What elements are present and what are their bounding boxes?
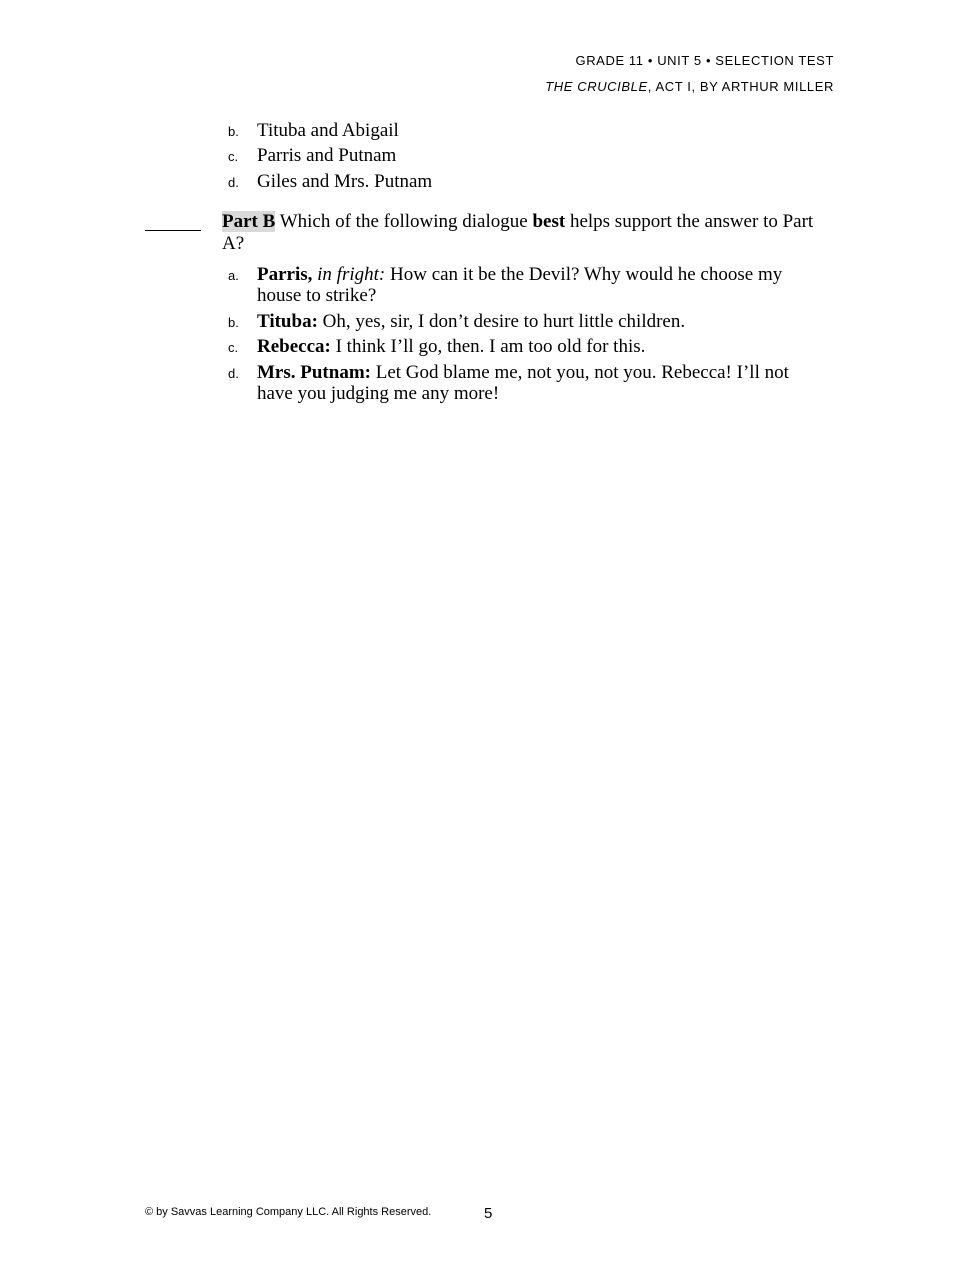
answer-blank-line[interactable] bbox=[145, 230, 201, 231]
option-text bbox=[257, 264, 827, 306]
question-text-after: helps support the answer to Part A? bbox=[222, 211, 814, 254]
option-letter: b. bbox=[228, 315, 239, 330]
speaker-name: Tituba: bbox=[257, 311, 318, 332]
option-letter: d. bbox=[228, 366, 239, 381]
header-author: , ACT I, BY ARTHUR MILLER bbox=[647, 79, 834, 94]
part-b-label: Part B bbox=[222, 211, 276, 232]
option-letter: a. bbox=[228, 268, 239, 283]
speaker-name: Parris, bbox=[257, 264, 313, 285]
dialogue-line: Let God blame me, not you, not you. Rebecca! I’ll not have you judging me any more! bbox=[257, 362, 789, 404]
speaker-name: Rebecca: bbox=[257, 336, 331, 357]
option-text bbox=[257, 362, 827, 404]
speaker-name: Mrs. Putnam: bbox=[257, 362, 371, 383]
option-letter: c. bbox=[228, 340, 239, 355]
stage-direction: in fright: bbox=[317, 264, 386, 285]
part-b-question bbox=[222, 211, 822, 255]
dialogue-line: I think I’ll go, then. I am too old for this. bbox=[330, 336, 646, 357]
dialogue-line: Oh, yes, sir, I don’t desire to hurt little children. bbox=[317, 311, 686, 332]
option-letter: c. bbox=[228, 149, 239, 164]
dialogue-line: How can it be the Devil? Why would he choose my house to strike? bbox=[257, 264, 783, 306]
option-letter: d. bbox=[228, 175, 239, 190]
page-header bbox=[545, 48, 834, 100]
option-text bbox=[257, 336, 827, 357]
option-letter: b. bbox=[228, 124, 239, 139]
option-text: Tituba and Abigail bbox=[257, 120, 399, 141]
header-selection-title bbox=[545, 74, 834, 100]
header-work-title: THE CRUCIBLE bbox=[545, 79, 648, 94]
option-text: Giles and Mrs. Putnam bbox=[257, 171, 433, 192]
option-text: Parris and Putnam bbox=[257, 145, 397, 166]
copyright-notice: © by Savvas Learning Company LLC. All Rights Reserved. bbox=[145, 1206, 432, 1218]
question-text-before: Which of the following dialogue bbox=[275, 211, 533, 232]
page-number: 5 bbox=[484, 1205, 493, 1222]
header-test-label: GRADE 11 • UNIT 5 • SELECTION TEST bbox=[575, 53, 834, 68]
question-emphasis: best bbox=[532, 211, 566, 232]
option-text bbox=[257, 311, 827, 332]
